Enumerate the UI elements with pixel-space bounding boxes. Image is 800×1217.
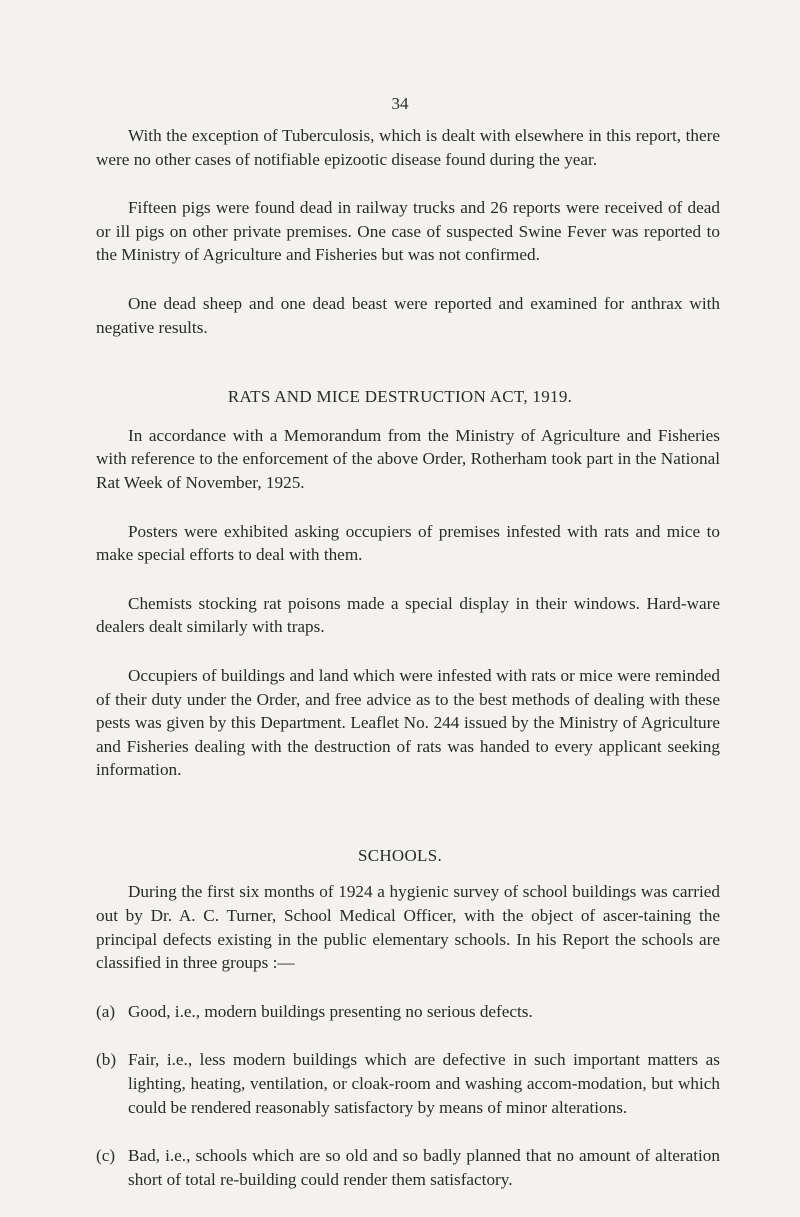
rats-heading: RATS AND MICE DESTRUCTION ACT, 1919. <box>227 387 573 407</box>
paragraph-occupiers: Occupiers of buildings and land which were infested with rats or mice were reminded of their duty under the Order, and free advice as to the best methods of dealing with these pests was given by this Department. Leaflet No. 244 issued by the Ministry of Agriculture and Fisheries dealing with the destruction of rats was handed to every applicant seeking information. <box>96 665 720 780</box>
list-item-good <box>96 1000 720 1024</box>
list-item-text: Fair, i.e., less modern buildings which are defective in such important matters as lighting, heating, ventilation, or cloak-room and washing accom-modation, but which could be rendered reasonably satisfactory by means of minor alterations. <box>128 1050 720 1117</box>
document-body <box>0 124 800 1191</box>
paragraph-survey: During the first six months of 1924 a hygienic survey of school buildings was carried out by Dr. A. C. Turner, School Medical Officer, with the object of ascer-taining the principal defects existing in the public elementary schools. In his Report the schools are classified in three groups :— <box>96 882 720 973</box>
paragraph-chemists: Chemists stocking rat poisons made a special display in their windows. Hard-ware dealers dealt similarly with traps. <box>96 593 720 637</box>
list-item-text: Bad, i.e., schools which are so old and so badly planned that no amount of alteration short of total re-building could render them satisfactory. <box>128 1146 720 1189</box>
page-number: 34 <box>391 94 409 113</box>
paragraph-memorandum: In accordance with a Memorandum from the Ministry of Agriculture and Fisheries with reference to the enforcement of the above Order, Rotherham took part in the National Rat Week of November, 1925. <box>96 425 720 492</box>
list-item-label: (a) <box>96 1001 116 1021</box>
list-item-text: Good, i.e., modern buildings presenting no serious defects. <box>128 1001 533 1021</box>
list-item-fair <box>96 1048 720 1119</box>
list-item-label: (b) <box>96 1050 117 1070</box>
paragraph-pigs: Fifteen pigs were found dead in railway trucks and 26 reports were received of dead or ill pigs on other private premises. One case of suspected Swine Fever was reported to the Ministry of Agriculture and Fisheries but was not confirmed. <box>96 198 720 265</box>
list-item-label: (c) <box>96 1146 116 1166</box>
paragraph-tuberculosis: With the exception of Tuberculosis, which is dealt with elsewhere in this report, there were no other cases of notifiable epizootic disease found during the year. <box>96 126 720 169</box>
paragraph-anthrax: One dead sheep and one dead beast were reported and examined for anthrax with negative results. <box>96 293 720 337</box>
schools-heading: SCHOOLS. <box>357 845 443 865</box>
paragraph-posters: Posters were exhibited asking occupiers of premises infested with rats and mice to make special efforts to deal with them. <box>96 521 720 565</box>
list-item-bad <box>96 1144 720 1191</box>
